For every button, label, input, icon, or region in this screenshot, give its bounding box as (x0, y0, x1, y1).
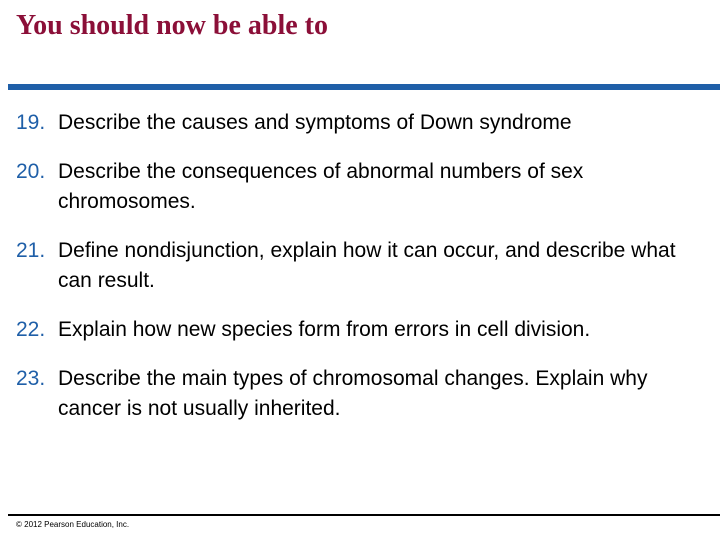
objective-text: Define nondisjunction, explain how it can occur, and describe what can result. (58, 239, 676, 292)
footer-divider (8, 514, 720, 516)
objective-number: 21. (16, 239, 46, 262)
objective-number: 20. (16, 160, 46, 183)
copyright-notice: © 2012 Pearson Education, Inc. (16, 520, 130, 529)
objective-item (16, 108, 706, 138)
objective-item (16, 315, 706, 345)
objective-item (16, 157, 706, 217)
objective-text: Describe the consequences of abnormal numbers of sex chromosomes. (58, 160, 584, 213)
objective-item (16, 364, 706, 424)
title-divider (8, 84, 720, 90)
objective-number: 19. (16, 111, 46, 134)
objective-text: Describe the causes and symptoms of Down syndrome (58, 111, 572, 134)
objective-item (16, 236, 706, 296)
slide-title: You should now be able to (16, 10, 328, 41)
objective-text: Explain how new species form from errors in cell division. (58, 318, 591, 341)
objective-text: Describe the main types of chromosomal changes. Explain why cancer is not usually inherited. (58, 367, 648, 420)
objective-number: 22. (16, 318, 46, 341)
objectives-list (16, 108, 706, 443)
objective-number: 23. (16, 367, 46, 390)
